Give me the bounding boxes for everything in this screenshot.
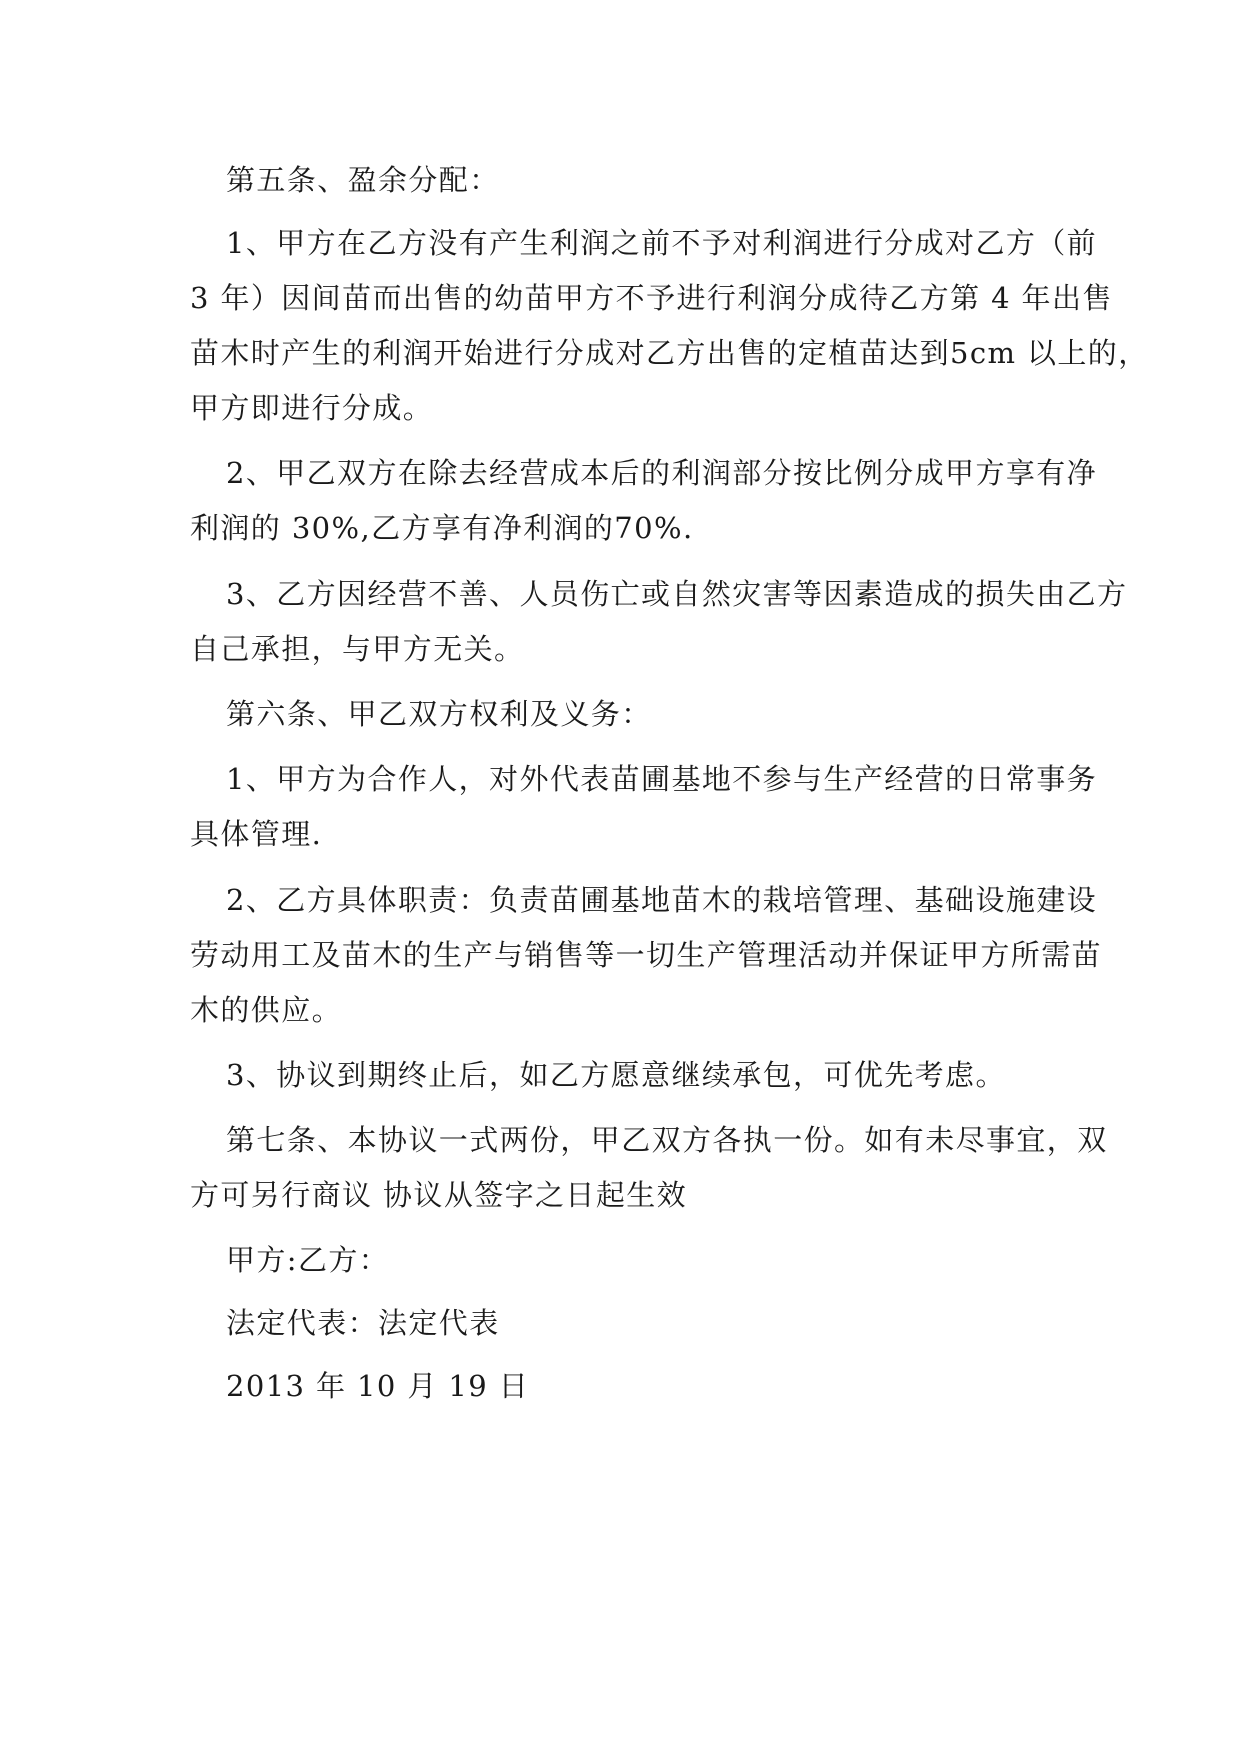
text-line: 3、协议到期终止后，如乙方愿意继续承包，可优先考虑。 (226, 1058, 1006, 1092)
text-line: 2013 年 10 月 19 日 (226, 1369, 530, 1403)
text-line: 利润的 30%,乙方享有净利润的70%. (190, 511, 694, 545)
text-line: 3、乙方因经营不善、人员伤亡或自然灾害等因素造成的损失由乙方 (226, 577, 1128, 611)
text-line: 1、甲方为合作人，对外代表苗圃基地不参与生产经营的日常事务 (226, 762, 1098, 796)
text-line: 2、甲乙双方在除去经营成本后的利润部分按比例分成甲方享有净 (226, 456, 1098, 490)
text-line: 3 年）因间苗而出售的幼苗甲方不予进行利润分成待乙方第 4 年出售 (190, 281, 1113, 315)
text-line: 劳动用工及苗木的生产与销售等一切生产管理活动并保证甲方所需苗 (190, 938, 1103, 972)
text-line: 木的供应。 (190, 993, 343, 1027)
text-line: 方可另行商议 协议从签字之日起生效 (190, 1178, 688, 1212)
text-line: 1、甲方在乙方没有产生利润之前不予对利润进行分成对乙方（前 (226, 226, 1098, 260)
text-line: 2、乙方具体职责：负责苗圃基地苗木的栽培管理、基础设施建设 (226, 883, 1098, 917)
text-line: 自己承担，与甲方无关。 (190, 632, 525, 666)
text-line: 苗木时产生的利润开始进行分成对乙方出售的定植苗达到5cm 以上的， (190, 336, 1149, 370)
text-line: 第七条、本协议一式两份，甲乙双方各执一份。如有未尽事宜，双 (226, 1123, 1108, 1157)
text-line: 第六条、甲乙双方权利及义务： (226, 697, 652, 731)
text-line: 甲方即进行分成。 (190, 391, 434, 425)
text-line: 第五条、盈余分配： (226, 163, 500, 197)
text-line: 甲方:乙方： (226, 1243, 390, 1277)
text-line: 法定代表：法定代表 (226, 1306, 500, 1340)
text-line: 具体管理. (190, 817, 323, 851)
